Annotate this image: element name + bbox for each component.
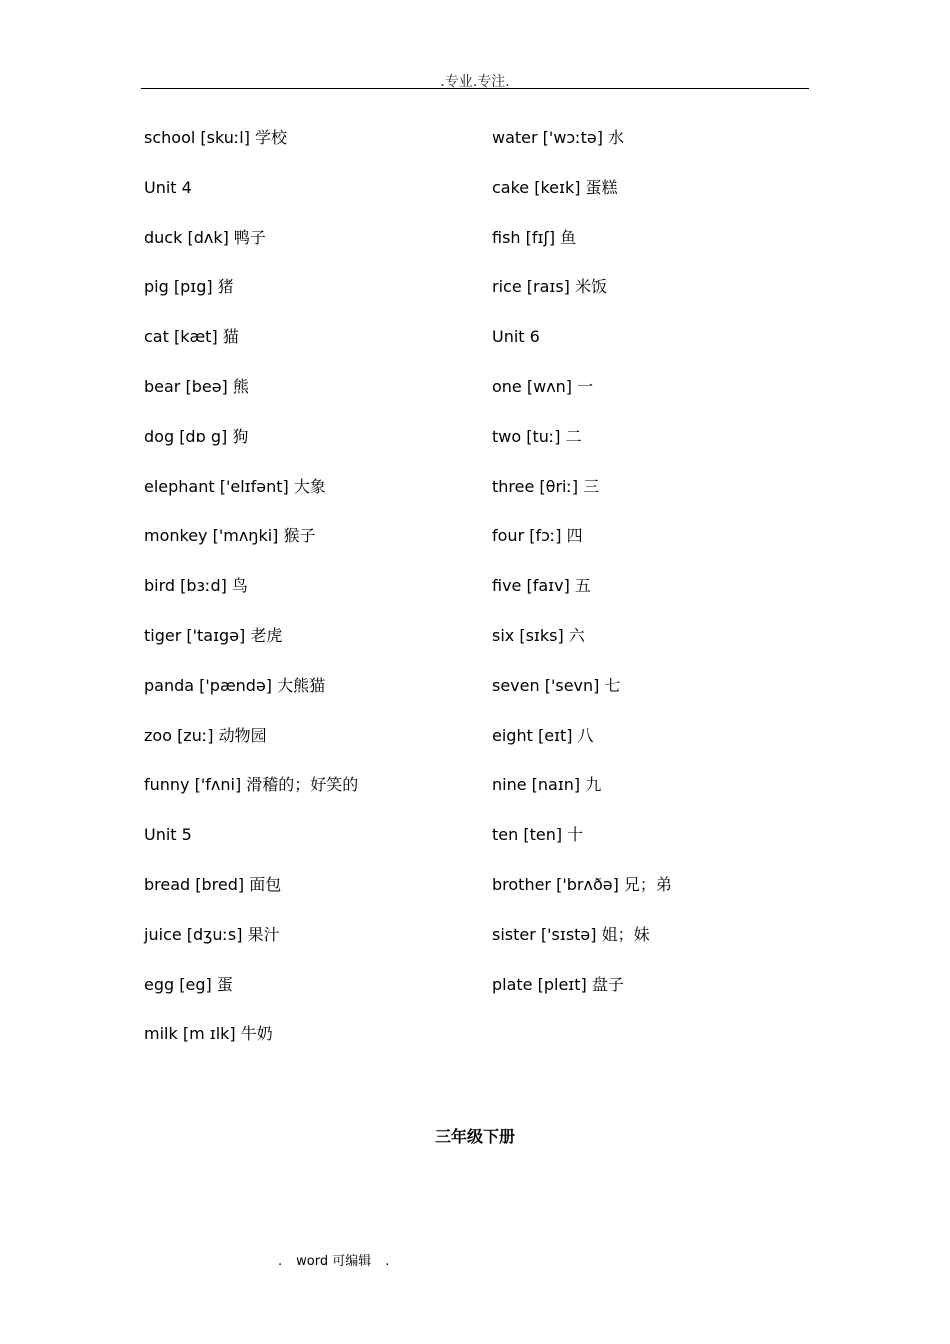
vocab-entry: bear [beə] 熊 xyxy=(144,376,249,396)
vocab-entry: cake [keɪk] 蛋糕 xyxy=(492,177,618,197)
vocab-entry: juice [dʒuːs] 果汁 xyxy=(144,924,280,944)
vocab-entry: seven ['sevn] 七 xyxy=(492,675,621,695)
vocab-entry: five [faɪv] 五 xyxy=(492,576,591,596)
footer-dot-left: . xyxy=(278,1254,283,1269)
vocab-entry: brother ['brʌðə] 兄；弟 xyxy=(492,874,672,894)
unit-heading: Unit 4 xyxy=(144,177,192,197)
section-title: 三年级下册 xyxy=(434,1127,515,1146)
vocab-entry: tiger ['taɪgə] 老虎 xyxy=(144,625,283,645)
footer-dot-right: . xyxy=(385,1254,390,1269)
page-footer xyxy=(278,1250,389,1269)
vocab-entry: six [sɪks] 六 xyxy=(492,625,585,645)
vocab-entry: ten [ten] 十 xyxy=(492,825,584,845)
vocab-entry: zoo [zuː] 动物园 xyxy=(144,725,267,745)
vocab-entry: nine [naɪn] 九 xyxy=(492,775,602,795)
vocab-entry: elephant ['elɪfənt] 大象 xyxy=(144,476,326,496)
vocab-entry: fish [fɪʃ] 鱼 xyxy=(492,227,577,247)
vocab-entry: bird [bɜːd] 鸟 xyxy=(144,576,248,596)
unit-heading: Unit 6 xyxy=(492,327,540,347)
footer-text: word 可编辑 xyxy=(296,1254,372,1269)
header-divider xyxy=(141,88,809,89)
vocab-entry: rice [raɪs] 米饭 xyxy=(492,277,607,297)
vocab-entry: cat [kæt] 猫 xyxy=(144,327,239,347)
vocab-entry: duck [dʌk] 鸭子 xyxy=(144,227,266,247)
vocab-column-right xyxy=(492,126,822,1022)
vocab-entry: panda ['pændə] 大熊猫 xyxy=(144,675,326,695)
vocab-entry: plate [pleɪt] 盘子 xyxy=(492,974,624,994)
vocab-entry: egg [eg] 蛋 xyxy=(144,974,233,994)
vocab-entry: bread [bred] 面包 xyxy=(144,874,282,894)
vocab-entry: monkey ['mʌŋki] 猴子 xyxy=(144,526,316,546)
vocab-entry: funny ['fʌni] 滑稽的；好笑的 xyxy=(144,775,359,795)
unit-heading: Unit 5 xyxy=(144,825,192,845)
vocab-entry: pig [pɪg] 猪 xyxy=(144,277,234,297)
vocab-entry: eight [eɪt] 八 xyxy=(492,725,594,745)
vocab-entry: one [wʌn] 一 xyxy=(492,376,594,396)
vocab-entry: water ['wɔːtə] 水 xyxy=(492,128,625,147)
vocab-entry: three [θriː] 三 xyxy=(492,476,600,496)
vocab-entry: school [skuːl] 学校 xyxy=(144,128,288,147)
page-header: .专业.专注. xyxy=(440,74,510,90)
vocab-entry: sister ['sɪstə] 姐；妹 xyxy=(492,924,650,944)
vocab-column-left xyxy=(144,126,474,1072)
vocab-entry: milk [m ɪlk] 牛奶 xyxy=(144,1024,273,1044)
vocab-entry: four [fɔː] 四 xyxy=(492,526,583,546)
vocab-entry: dog [dɒ g] 狗 xyxy=(144,426,249,446)
vocab-entry: two [tuː] 二 xyxy=(492,426,582,446)
